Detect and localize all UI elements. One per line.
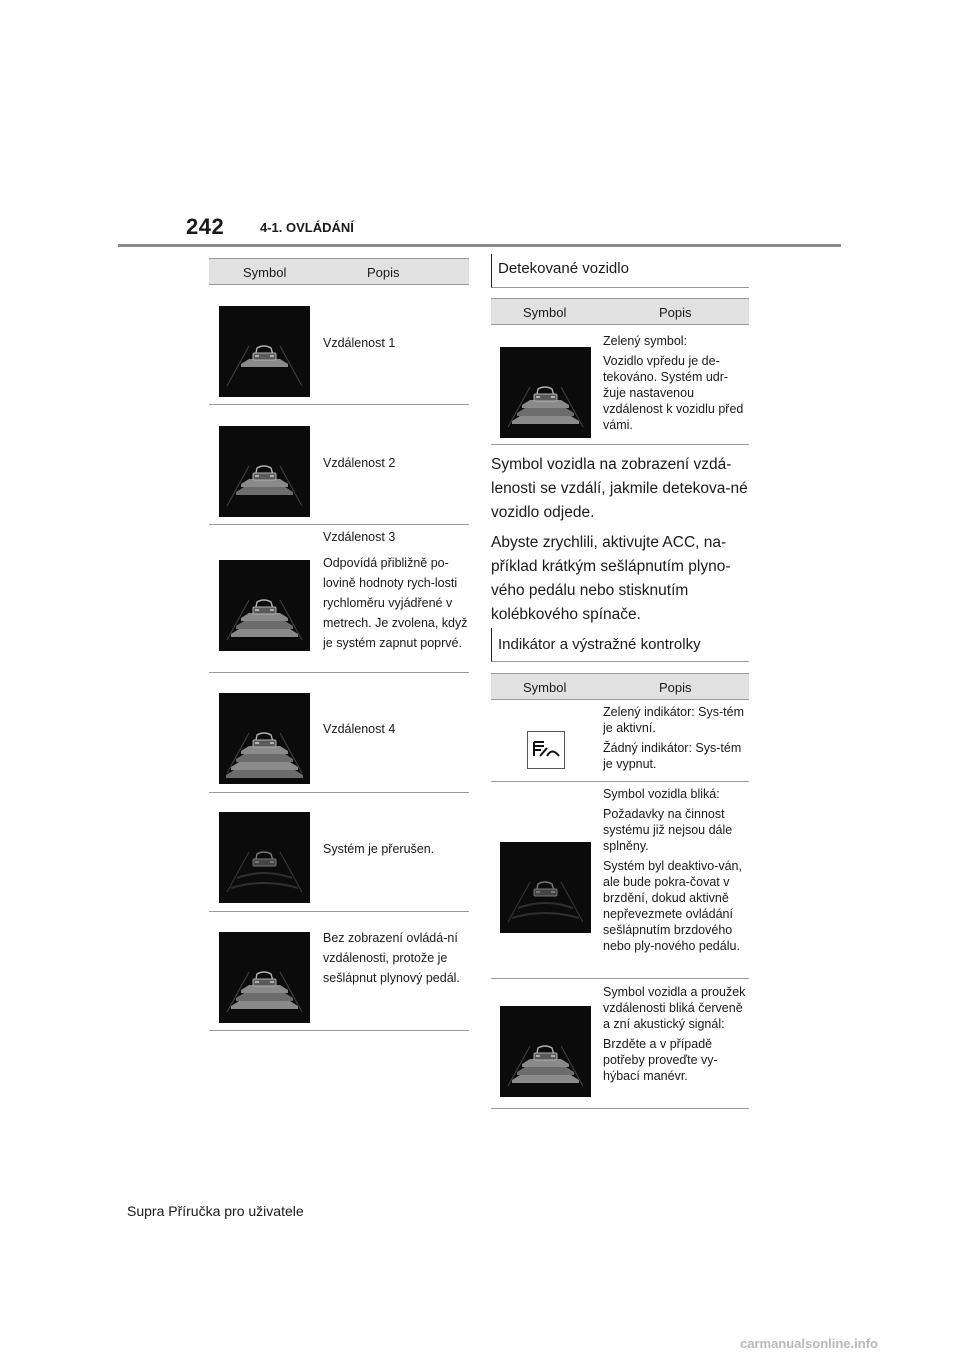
row-text: Zelený indikátor: Sys-tém je aktivní.: [603, 705, 745, 735]
table-row: [209, 912, 469, 1031]
paragraph: Symbol vozidla na zobrazení vzdá-lenosti se vzdálí, jakmile detekova-né vozidlo odjede.: [491, 456, 748, 521]
detected-heading: Detekované vozidlo: [491, 254, 749, 288]
row-text: Brzděte a v případě potřeby proveďte vy-hýbací manévr.: [603, 1037, 718, 1083]
car-blinking-icon: [500, 842, 591, 933]
row-text: Bez zobrazení ovládá-ní vzdálenosti, protože je sešlápnut plynový pedál.: [323, 931, 460, 985]
page-number: 242: [186, 214, 225, 239]
row-text: Požadavky na činnost systému již nejsou dále splněny.: [603, 807, 733, 853]
row-text: Vzdálenost 3: [323, 530, 396, 544]
header-rule: [118, 244, 841, 247]
row-text: Systém byl deaktivo-ván, ale bude pokra-čovat v brzdění, dokud aktivně nepřevezmete ovládání sešlápnutím brzdového nebo ply-nového pedálu.: [603, 859, 742, 953]
row-text: Vzdálenost 2: [323, 456, 396, 470]
table-row: [491, 325, 749, 445]
row-text: Odpovídá přibližně po-lovině hodnoty rych-losti rychloměru vyjádřené v metrech. Je zvolena, když je systém zapnut poprvé.: [323, 556, 468, 650]
car-distance-no-control-icon: [219, 932, 310, 1023]
section-title: 4-1. OVLÁDÁNÍ: [260, 220, 354, 235]
indicators-table-header: [491, 673, 749, 700]
acc-indicator-icon: [527, 731, 565, 769]
col-symbol: Symbol: [243, 265, 287, 280]
row-text: Systém je přerušen.: [323, 842, 435, 856]
car-distance-1-icon: [219, 306, 310, 397]
paragraph: Abyste zrychlili, aktivujte ACC, na-příklad krátkým sešlápnutím plyno-vého pedálu nebo stisknutím kolébkového spínače.: [491, 534, 731, 623]
row-text: Vzdálenost 4: [323, 722, 396, 736]
table-row: [209, 405, 469, 525]
table-row: [209, 285, 469, 405]
col-desc: Popis: [659, 305, 692, 320]
col-symbol: Symbol: [523, 305, 567, 320]
row-text: Vozidlo vpředu je de-tekováno. Systém udr-žuje nastavenou vzdálenost k vozidlu před vámi.: [603, 354, 744, 432]
col-desc: Popis: [367, 265, 400, 280]
table-row: [209, 525, 469, 673]
col-desc: Popis: [659, 680, 692, 695]
car-warning-icon: [500, 1006, 591, 1097]
row-text: Zelený symbol:: [603, 334, 688, 348]
watermark: carmanualsonline.info: [740, 1336, 878, 1351]
detected-paragraphs: [491, 453, 753, 633]
table-row: [491, 782, 749, 979]
footer-text: Supra Příručka pro uživatele: [127, 1203, 304, 1219]
car-detected-icon: [500, 347, 591, 438]
car-distance-interrupted-icon: [219, 812, 310, 903]
table-row: [209, 673, 469, 793]
table-row: [491, 700, 749, 782]
row-text: Žádný indikátor: Sys-tém je vypnut.: [603, 741, 742, 771]
col-symbol: Symbol: [523, 680, 567, 695]
detected-table-header: [491, 298, 749, 325]
car-distance-3-icon: [219, 560, 310, 651]
table-row: [209, 793, 469, 912]
row-text: Symbol vozidla a proužek vzdálenosti bliká červeně a zní akustický signál:: [603, 985, 746, 1031]
left-table-header: [209, 258, 469, 285]
indicators-heading: Indikátor a výstražné kontrolky: [491, 628, 749, 662]
row-text: Vzdálenost 1: [323, 336, 396, 350]
row-text: Symbol vozidla bliká:: [603, 787, 720, 801]
car-distance-4-icon: [219, 693, 310, 784]
car-distance-2-icon: [219, 426, 310, 517]
table-row: [491, 979, 749, 1109]
